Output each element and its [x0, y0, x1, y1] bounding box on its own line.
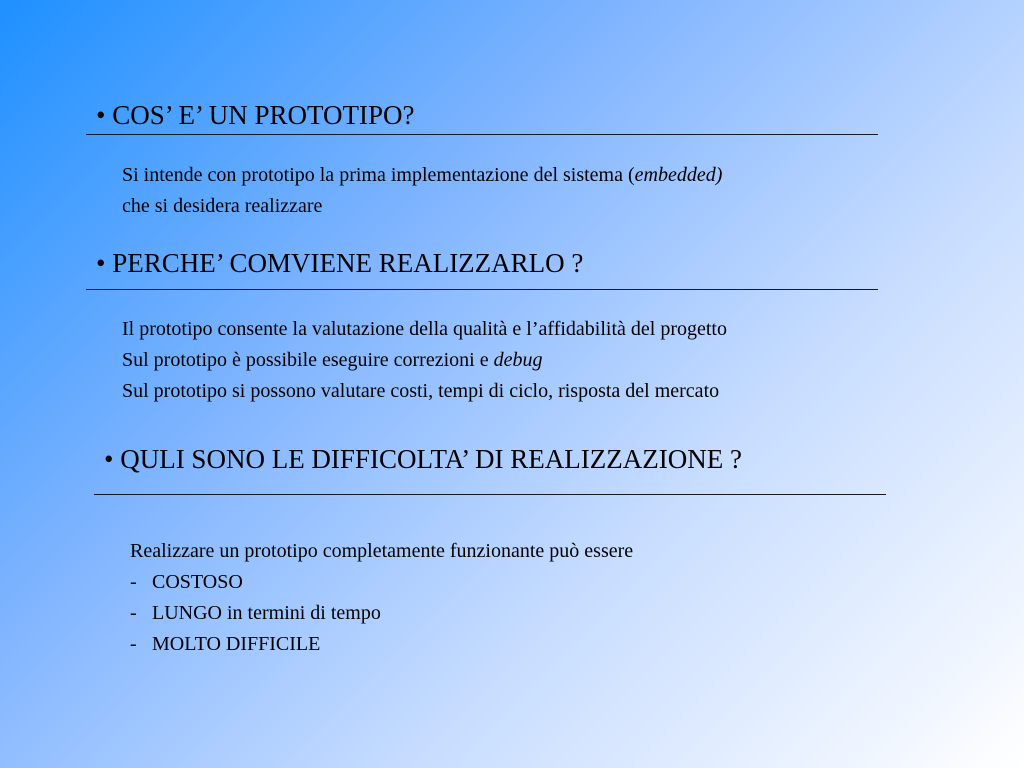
section2-line2: Sul prototipo è possibile eseguire correzioni e debug	[122, 349, 543, 371]
embedded-italic: embedded)	[634, 164, 723, 186]
section1-underline	[86, 134, 878, 135]
debug-italic: debug	[493, 349, 543, 371]
section2-underline	[86, 289, 878, 290]
list-dash: -	[130, 571, 137, 593]
list-dash: -	[130, 633, 137, 655]
section2-text	[122, 314, 727, 407]
section1-line2: che si desidera realizzare	[122, 195, 323, 217]
section1-heading: • COS’ E’ UN PROTOTIPO?	[96, 100, 415, 130]
list-item: - COSTOSO	[130, 567, 633, 598]
list-item: - MOLTO DIFFICILE	[130, 629, 633, 660]
section3-heading: • QULI SONO LE DIFFICOLTA’ DI REALIZZAZIONE ?	[104, 444, 742, 474]
section3-underline	[94, 494, 886, 495]
section1-text	[122, 160, 722, 222]
list-dash: -	[130, 602, 137, 624]
section2-heading: • PERCHE’ COMVIENE REALIZZARLO ?	[96, 248, 584, 278]
section2-line3: Sul prototipo si possono valutare costi, tempi di ciclo, risposta del mercato	[122, 380, 720, 402]
section2-line1: Il prototipo consente la valutazione della qualità e l’affidabilità del progetto	[122, 318, 727, 340]
section1-line1: Si intende con prototipo la prima implementazione del sistema (embedded)	[122, 164, 723, 186]
list-item: - LUNGO in termini di tempo	[130, 598, 633, 629]
section3-intro: Realizzare un prototipo completamente funzionante può essere	[130, 540, 634, 562]
section3-text	[130, 536, 633, 660]
